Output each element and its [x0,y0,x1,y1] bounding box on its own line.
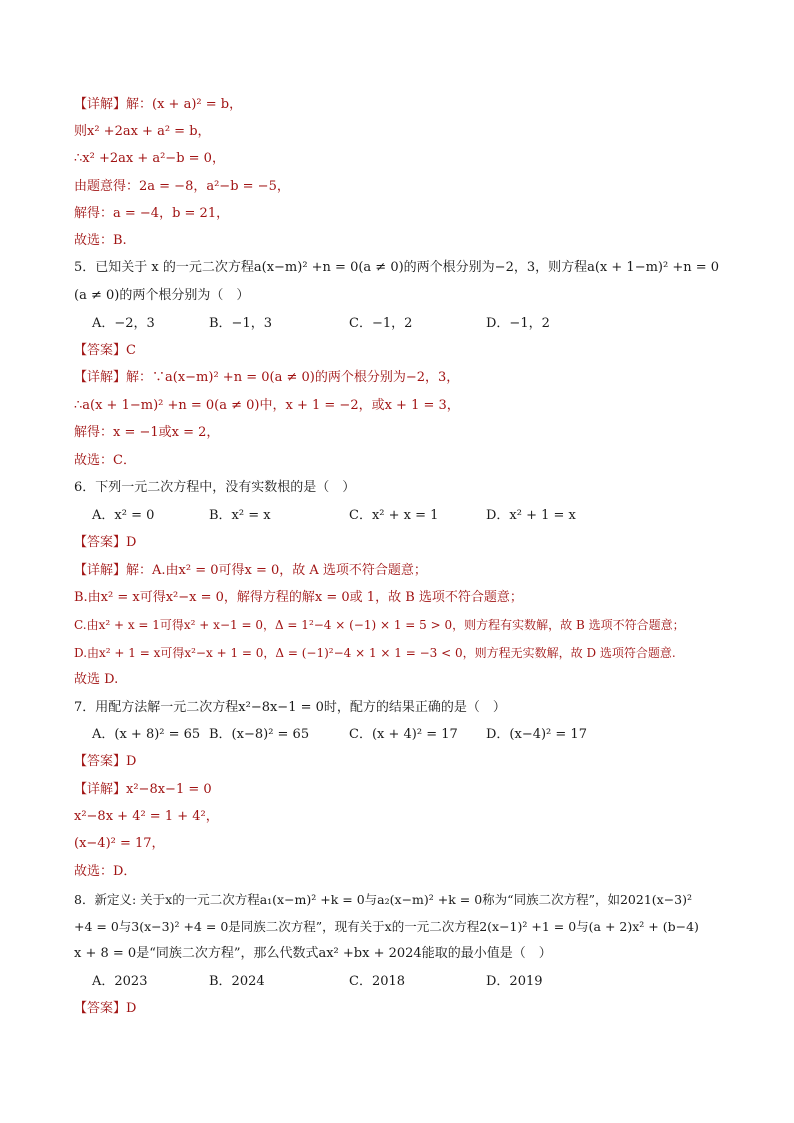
q8-answer: 【答案】D [74,1001,137,1016]
q4-detail-line-1: 【详解】解：(x + a)² = b， [74,97,243,112]
q4-detail-line-5: 解得：a = −4，b = 21， [74,206,230,221]
q5-option-d: D．−1，2 [486,316,550,331]
q4-detail-line-2: 则x² +2ax + a² = b， [74,124,211,139]
q6-detail-line-3: C.由x² + x = 1可得x² + x−1 = 0，Δ = 1²−4 × (−1) × 1 = 5 > 0，则方程有实数解，故 B 选项不符合题意； [74,618,685,632]
q7-detail-line-2: x²−8x + 4² = 1 + 4²， [74,809,219,824]
q6-detail-line-5: 故选 D. [74,672,119,687]
q8-option-d: D．2019 [486,974,543,989]
q4-detail-line-3: ∴x² +2ax + a²−b = 0， [74,151,225,166]
q5-option-b: B．−1，3 [209,316,272,331]
q8-option-a: A．2023 [92,974,148,989]
q5-option-a: A．−2，3 [92,316,155,331]
q8-stem-line-3: x + 8 = 0是“同族二次方程”，那么代数式ax² +bx + 2024能取的最小值是（ ） [74,946,552,961]
q7-option-a: A．(x + 8)² = 65 [92,727,201,742]
q6-detail-line-2: B.由x² = x可得x²−x = 0，解得方程的解x = 0或 1，故 B 选项不符合题意； [74,590,523,605]
q5-stem-line-2: (a ≠ 0)的两个根分别为（ ） [74,288,250,303]
q7-option-d: D．(x−4)² = 17 [486,727,587,742]
q5-detail-line-4: 故选：C． [74,453,136,468]
q5-answer: 【答案】C [74,343,136,358]
q6-option-d: D．x² + 1 = x [486,508,576,523]
q6-option-c: C．x² + x = 1 [349,508,439,523]
q7-answer: 【答案】D [74,754,137,769]
q7-option-b: B．(x−8)² = 65 [209,727,310,742]
q4-detail-line-4: 由题意得：2a = −8，a²−b = −5， [74,179,290,194]
q6-stem: 6．下列一元二次方程中，没有实数根的是（ ） [74,480,356,495]
q7-detail-line-4: 故选：D． [74,864,137,879]
q7-detail-line-3: (x−4)² = 17， [74,836,165,851]
q7-detail-line-1: 【详解】x²−8x−1 = 0 [74,782,212,797]
q7-option-c: C．(x + 4)² = 17 [349,727,458,742]
q8-option-b: B．2024 [209,974,265,989]
q8-stem-line-2: +4 = 0与3(x−3)² +4 = 0是同族二次方程”，现有关于x的一元二次方程2(x−1)² +1 = 0与(a + 2)x² + (b−4) [74,919,699,934]
q6-detail-line-1: 【详解】解：A.由x² = 0可得x = 0，故 A 选项不符合题意； [74,563,427,578]
q5-detail-line-1: 【详解】解：∵a(x−m)² +n = 0(a ≠ 0)的两个根分别为−2，3， [74,370,460,385]
q5-stem-line-1: 5．已知关于 x 的一元二次方程a(x−m)² +n = 0(a ≠ 0)的两个根分别为−2，3，则方程a(x + 1−m)² +n = 0 [74,260,720,275]
q6-answer: 【答案】D [74,535,137,550]
q5-option-c: C．−1，2 [349,316,413,331]
q7-stem: 7．用配方法解一元二次方程x²−8x−1 = 0时，配方的结果正确的是（ ） [74,700,506,715]
q4-detail-line-6: 故选：B. [74,233,127,248]
q8-stem-line-1: 8．新定义: 关于x的一元二次方程a₁(x−m)² +k = 0与a₂(x−m)² +k = 0称为“同族二次方程”，如2021(x−3)² [74,892,693,907]
q6-option-a: A．x² = 0 [92,508,155,523]
q6-option-b: B．x² = x [209,508,271,523]
q5-detail-line-3: 解得：x = −1或x = 2， [74,425,220,440]
q8-option-c: C．2018 [349,974,406,989]
q6-detail-line-4: D.由x² + 1 = x可得x²−x + 1 = 0，Δ = (−1)²−4 × 1 × 1 = −3 < 0，则方程无实数解，故 D 选项符合题意. [74,646,676,660]
q5-detail-line-2: ∴a(x + 1−m)² +n = 0(a ≠ 0)中，x + 1 = −2，或x + 1 = 3， [74,398,460,413]
